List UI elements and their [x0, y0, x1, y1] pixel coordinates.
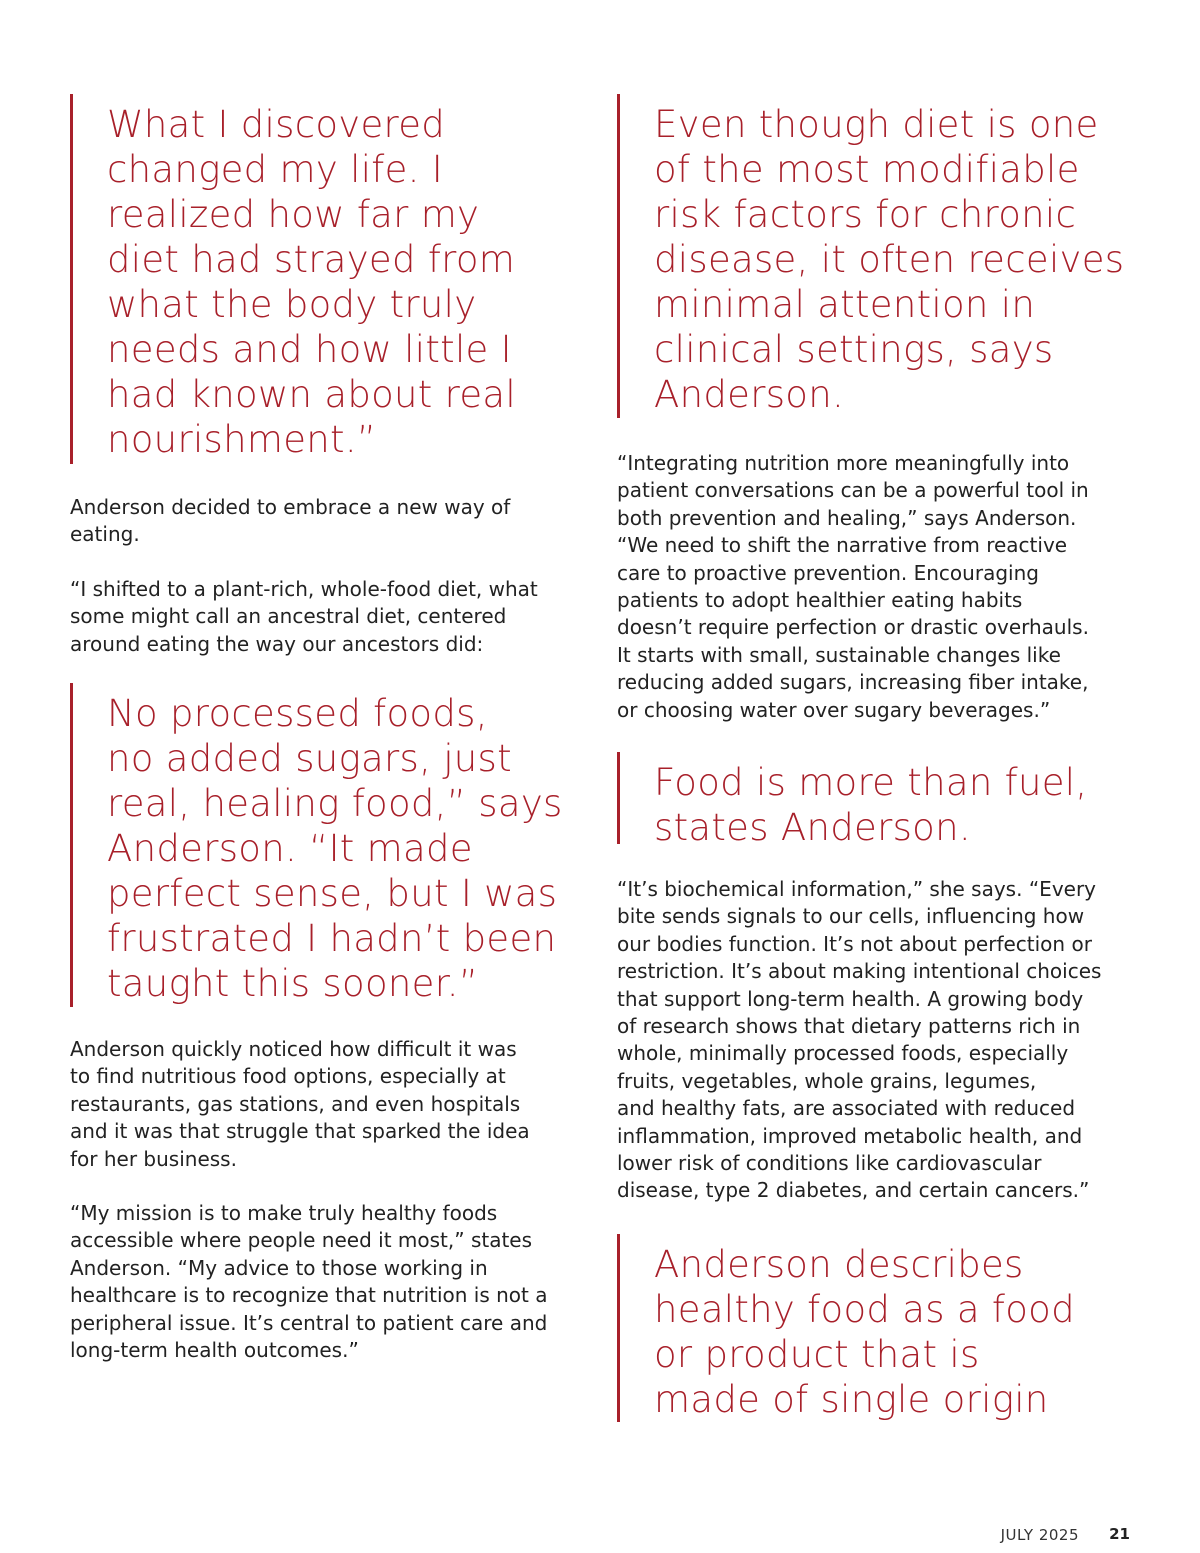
footer-page-number: 21: [1109, 1525, 1130, 1543]
paragraph-nutritious-options: Anderson quickly noticed how difficult it was to find nutritious food options, especially at restaurants, gas stations, and even hospitals and it was that struggle that sparked the idea for her business.: [70, 1037, 530, 1171]
paragraph-integrating-nutrition: “Integrating nutrition more meaningfully into patient conversations can be a powerful tool in both prevention and healing,” says Anderson. “We need to shift the narrative from reactive care to proactive prevention. Encouraging patients to adopt healthier eating habits doesn’t require perfection or drastic overhauls. It starts with small, sustainable changes like reducing added sugars, increasing fiber intake, or choosing water over sugary beverages.”: [617, 451, 1089, 722]
pull-quote-processed-foods: No processed foods, no added sugars, just real, healing food,” says Anderson. “It made perfect sense, but I was frustrated I hadn’t been taught this sooner.”: [70, 683, 585, 1007]
paragraph-new-way: Anderson decided to embrace a new way of eating.: [70, 495, 511, 547]
paragraph-mission: “My mission is to make truly healthy foods accessible where people need it most,” states Anderson. “My advice to those working in healthcare is to recognize that nutrition is not a peripheral issue. It’s central to patient care and long-term health outcomes.”: [70, 1201, 548, 1363]
pull-quote-modifiable-risk: Even though diet is one of the most modifiable risk factors for chronic disease, it often receives minimal attention in clinical settings, says Anderson.: [617, 94, 1137, 418]
paragraph-plant-rich: “I shifted to a plant-rich, whole-food diet, what some might call an ancestral diet, centered around eating the way our ancestors did:: [70, 577, 538, 656]
pull-quote-discovery: What I discovered changed my life. I realized how far my diet had strayed from what the body truly needs and how little I had known about real nourishment.”: [70, 94, 585, 464]
pull-quote-healthy-food: Anderson describes healthy food as a food or product that is made of single origin: [617, 1234, 1137, 1422]
pull-quote-food-fuel: Food is more than fuel, states Anderson.: [617, 752, 1137, 844]
paragraph-biochemical: “It’s biochemical information,” she says. “Every bite sends signals to our cells, influencing how our bodies function. It’s not about perfection or restriction. It’s about making intentional choices that support long-term health. A growing body of research shows that dietary patterns rich in whole, minimally processed foods, especially fruits, vegetables, whole grains, legumes, and healthy fats, are associated with reduced inflammation, improved metabolic health, and lower risk of conditions like cardiovascular disease, type 2 diabetes, and certain cancers.”: [617, 877, 1102, 1203]
footer-issue-date: JULY 2025: [1000, 1526, 1079, 1544]
